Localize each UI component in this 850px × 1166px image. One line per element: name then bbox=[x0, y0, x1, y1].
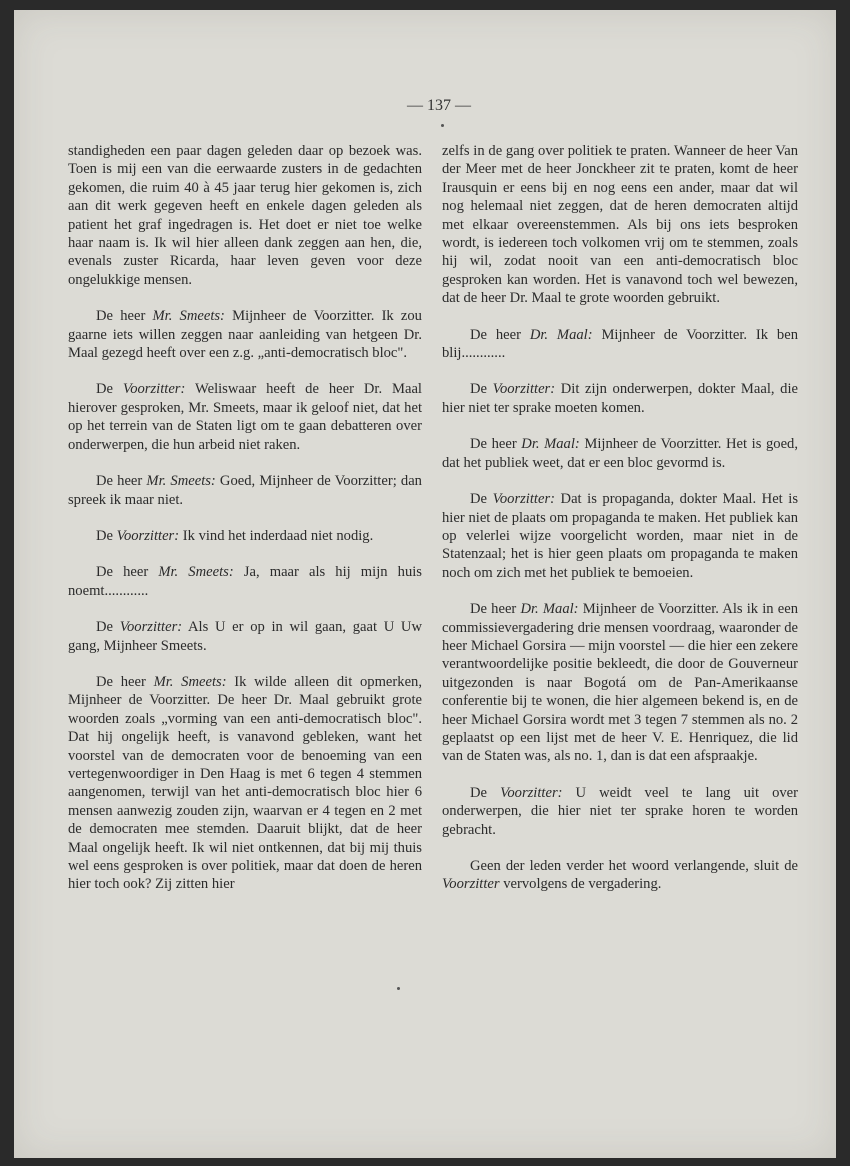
document-page bbox=[14, 10, 836, 1158]
paragraph: zelfs in de gang over politiek te praten. Wanneer de heer Van der Meer met de heer Jonckheer zit te praten, komt de heer Irausquin er eens bij en nog eens een ander, maar dat wil nog helemaal niet zeggen, dat de heren democraten altijd met elkaar overeenstemmen. Als bij ons iets besproken wordt, is iedereen toch volkomen vrij om te stemmen, zoals hij wil, zodat nooit van een anti-democratisch bloc gesproken kan worden. Het is vanavond toch wel bewezen, dat de heer Dr. Maal te grote woorden gebruikt. bbox=[442, 143, 798, 307]
paragraph: De heer Mr. Smeets: Ja, maar als hij mijn huis noemt............ bbox=[68, 564, 422, 599]
right-column bbox=[442, 142, 798, 912]
speaker-name: Voorzitter: bbox=[119, 619, 183, 636]
speaker-name: Mr. Smeets: bbox=[153, 673, 227, 690]
speaker-name: Voorzitter: bbox=[492, 491, 555, 508]
paragraph: De heer Dr. Maal: Mijnheer de Voorzitter. Het is goed, dat het publiek weet, dat er een bloc gevormd is. bbox=[442, 436, 798, 471]
paragraph: Geen der leden verder het woord verlangende, sluit de Voorzitter vervolgens de vergadering. bbox=[442, 858, 798, 893]
page-number: — 137 — bbox=[407, 97, 471, 114]
speaker-name: Mr. Smeets: bbox=[152, 308, 225, 325]
paragraph: standigheden een paar dagen geleden daar op bezoek was. Toen is mij een van die eerwaarde zusters in de gedachten gekomen, die ruim 40 à 45 jaar terug hier gekomen is, zich aan dit werk gegeven heeft en enkele dagen geleden als patient het graf ingedragen is. Het doet er niet toe welke haar naam is. Ik wil hier alleen dank zeggen aan hen, die, evenals zuster Ricarda, haar leven geven voor deze ongelukkige mensen. bbox=[68, 143, 422, 288]
ink-speck bbox=[441, 124, 444, 127]
speaker-name: Dr. Maal: bbox=[520, 601, 579, 618]
speaker-name: Dr. Maal: bbox=[529, 326, 593, 343]
speaker-name: Voorzitter: bbox=[122, 381, 186, 398]
speaker-name: Voorzitter: bbox=[492, 381, 556, 398]
speaker-name: Voorzitter: bbox=[500, 784, 563, 801]
paragraph: De heer Dr. Maal: Mijnheer de Voorzitter. Als ik in een commissievergadering drie mensen voordraag, waaronder de heer Michael Gorsira — mijn voorstel — die hier een zekere verantwoordelijke positie bekleedt, die door de Gouverneur uitgezonden is naar Bogotá om de Pan-Amerikaanse conferentie bij te wonen, die hier algemeen bekend is, en de heer Michael Gorsira wordt met 3 tegen 7 stemmen als no. 2 geplaatst op een lijst met de heer V. E. Henriquez, die lid van de Staten was, als no. 1, dan is dat een afspraakje. bbox=[442, 601, 798, 765]
paragraph: De Voorzitter: Weliswaar heeft de heer Dr. Maal hierover gesproken, Mr. Smeets, maar ik geloof niet, dat het op het terrein van de Staten ligt om te gaan debatteren over onderwerpen, die hun arbeid niet raken. bbox=[68, 381, 422, 453]
paragraph: De heer Mr. Smeets: Mijnheer de Voorzitter. Ik zou gaarne iets willen zeggen naar aanleiding van hetgeen Dr. Maal gezegd heeft over een z.g. „anti-democratisch bloc". bbox=[68, 308, 422, 362]
paragraph: De heer Dr. Maal: Mijnheer de Voorzitter. Ik ben blij............ bbox=[442, 326, 798, 362]
speaker-name: Voorzitter bbox=[442, 876, 500, 893]
paragraph: De Voorzitter: Als U er op in wil gaan, gaat U Uw gang, Mijnheer Smeets. bbox=[68, 619, 422, 654]
speaker-name: Mr. Smeets: bbox=[158, 564, 234, 581]
paragraph: De Voorzitter: Dat is propaganda, dokter Maal. Het is hier niet de plaats om propaganda te maken. Het publiek kan op velerlei wijze voorgelicht worden, maar niet in de Statenzaal; het is hier geen plaats om propaganda te maken noch om zich met het publiek te bemoeien. bbox=[442, 491, 798, 581]
speaker-name: Mr. Smeets: bbox=[146, 473, 216, 490]
paragraph: De Voorzitter: Ik vind het inderdaad niet nodig. bbox=[96, 527, 374, 544]
speaker-name: Voorzitter: bbox=[116, 527, 180, 544]
paragraph: De Voorzitter: Dit zijn onderwerpen, dokter Maal, die hier niet ter sprake moeten komen. bbox=[442, 381, 798, 416]
left-column bbox=[68, 142, 422, 912]
speaker-name: Dr. Maal: bbox=[521, 436, 580, 453]
paragraph: De heer Mr. Smeets: Goed, Mijnheer de Voorzitter; dan spreek ik maar niet. bbox=[68, 473, 422, 508]
paragraph: De Voorzitter: U weidt veel te lang uit over onderwerpen, die hier niet ter sprake horen te worden gebracht. bbox=[442, 784, 798, 838]
paragraph: De heer Mr. Smeets: Ik wilde alleen dit opmerken, Mijnheer de Voorzitter. De heer Dr. Maal gebruikt grote woorden zoals „vorming van een anti-democratisch bloc". Dat hij ongelijk heeft, is vanavond gebleken, want het voorstel van de democraten voor de benoeming van een vertegenwoordiger in Den Haag is met 6 tegen 4 stemmen aangenomen, terwijl van het anti-democratisch bloc hier 6 mensen aanwezig zouden zijn, waarvan er 4 tegen en 2 met de democraten mee stemden. Daaruit blijkt, dat de heer Maal ongelijk heeft. Ik wil niet ontkennen, dat bij mij thuis wel eens gesproken is over politiek, maar dat doen de heren hier toch ook? Zij zitten hier bbox=[68, 673, 422, 893]
ink-speck bbox=[397, 987, 400, 990]
